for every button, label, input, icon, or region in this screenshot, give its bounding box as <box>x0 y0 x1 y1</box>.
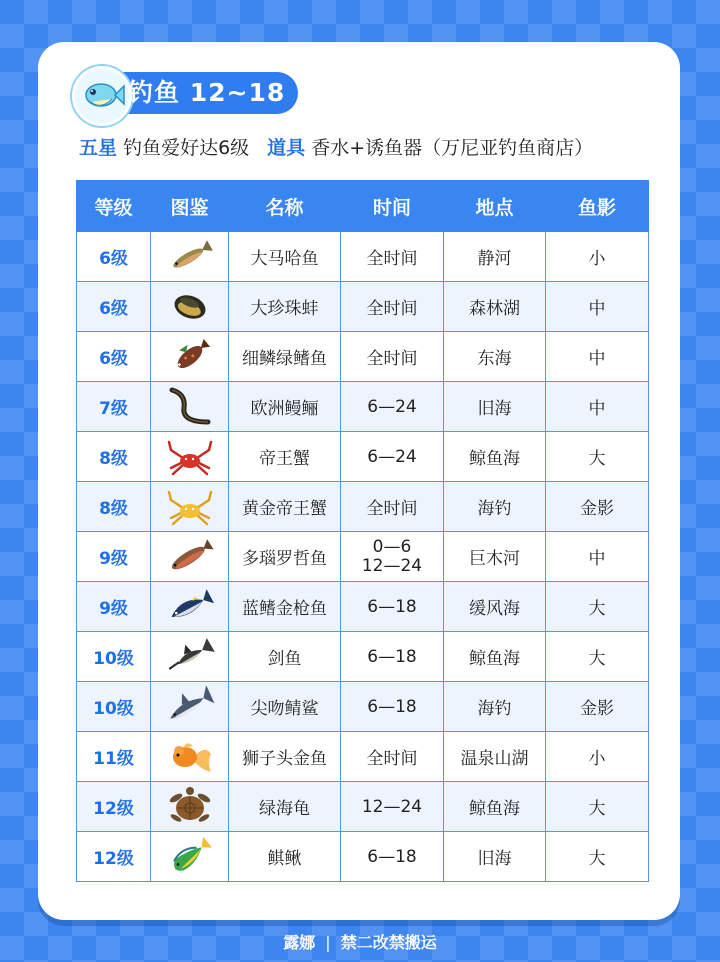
shadow-cell: 大 <box>546 432 649 482</box>
fish-table <box>76 180 649 882</box>
table-header-row <box>77 181 649 232</box>
name-cell: 大马哈鱼 <box>229 232 341 282</box>
sea-turtle-icon <box>151 782 229 832</box>
name-cell: 绿海龟 <box>229 782 341 832</box>
header-time: 时间 <box>341 181 444 232</box>
table-row <box>77 432 649 482</box>
name-cell: 狮子头金鱼 <box>229 732 341 782</box>
table-row <box>77 482 649 532</box>
goldfish-icon <box>151 732 229 782</box>
tuna-icon <box>151 582 229 632</box>
level-cell: 9级 <box>77 582 151 632</box>
header-level: 等级 <box>77 181 151 232</box>
salmon-icon <box>151 532 229 582</box>
header-shadow: 鱼影 <box>546 181 649 232</box>
level-cell: 8级 <box>77 482 151 532</box>
red-crab-icon <box>151 432 229 482</box>
header-name: 名称 <box>229 181 341 232</box>
place-cell: 旧海 <box>444 382 546 432</box>
item-requirement: 香水+诱鱼器（万尼亚钓鱼商店） <box>311 137 594 159</box>
table-row <box>77 232 649 282</box>
place-cell: 缓风海 <box>444 582 546 632</box>
time-cell: 全时间 <box>341 482 444 532</box>
name-cell: 大珍珠蚌 <box>229 282 341 332</box>
level-cell: 9级 <box>77 532 151 582</box>
swordfish-icon <box>151 632 229 682</box>
greenling-icon <box>151 332 229 382</box>
table-row <box>77 382 649 432</box>
fish-badge-icon <box>72 66 132 126</box>
level-cell: 11级 <box>77 732 151 782</box>
table-row <box>77 732 649 782</box>
place-cell: 鲸鱼海 <box>444 782 546 832</box>
eel-icon <box>151 382 229 432</box>
level-cell: 10级 <box>77 632 151 682</box>
shadow-cell: 小 <box>546 232 649 282</box>
time-cell: 全时间 <box>341 732 444 782</box>
level-cell: 8级 <box>77 432 151 482</box>
shadow-cell: 小 <box>546 732 649 782</box>
table-row <box>77 532 649 582</box>
place-cell: 森林湖 <box>444 282 546 332</box>
place-cell: 温泉山湖 <box>444 732 546 782</box>
time-cell: 全时间 <box>341 332 444 382</box>
header-place: 地点 <box>444 181 546 232</box>
shadow-cell: 中 <box>546 382 649 432</box>
header-icon: 图鉴 <box>151 181 229 232</box>
time-cell <box>341 532 444 582</box>
shadow-cell: 金影 <box>546 682 649 732</box>
table-row <box>77 832 649 882</box>
name-cell: 鲯鳅 <box>229 832 341 882</box>
star-label: 五星 <box>79 137 118 159</box>
time-cell: 6—18 <box>341 682 444 732</box>
trout-icon <box>151 232 229 282</box>
name-cell: 多瑙罗哲鱼 <box>229 532 341 582</box>
table-row <box>77 332 649 382</box>
table-row <box>77 582 649 632</box>
place-cell: 海钓 <box>444 682 546 732</box>
name-cell: 帝王蟹 <box>229 432 341 482</box>
pearl-mussel-icon <box>151 282 229 332</box>
place-cell: 旧海 <box>444 832 546 882</box>
table-row <box>77 682 649 732</box>
place-cell: 东海 <box>444 332 546 382</box>
level-cell: 10级 <box>77 682 151 732</box>
time-range-1: 0—6 <box>372 536 412 557</box>
table-row <box>77 782 649 832</box>
time-cell: 6—18 <box>341 632 444 682</box>
place-cell: 鲸鱼海 <box>444 632 546 682</box>
time-cell: 全时间 <box>341 282 444 332</box>
level-cell: 6级 <box>77 332 151 382</box>
shadow-cell: 中 <box>546 282 649 332</box>
table-row <box>77 282 649 332</box>
time-cell: 全时间 <box>341 232 444 282</box>
requirements-line <box>79 132 593 164</box>
name-cell: 尖吻鲭鲨 <box>229 682 341 732</box>
footer-separator: | <box>325 933 331 952</box>
shadow-cell: 中 <box>546 332 649 382</box>
level-cell: 6级 <box>77 282 151 332</box>
page-title: 钓鱼 12~18 <box>128 78 286 107</box>
name-cell: 细鳞绿鳍鱼 <box>229 332 341 382</box>
shadow-cell: 大 <box>546 632 649 682</box>
table-row <box>77 632 649 682</box>
time-cell: 6—18 <box>341 582 444 632</box>
place-cell: 海钓 <box>444 482 546 532</box>
time-cell: 6—24 <box>341 382 444 432</box>
author-name: 露娜 <box>283 933 316 952</box>
time-cell: 6—18 <box>341 832 444 882</box>
shadow-cell: 中 <box>546 532 649 582</box>
name-cell: 剑鱼 <box>229 632 341 682</box>
place-cell: 鲸鱼海 <box>444 432 546 482</box>
copyright-notice: 禁二改禁搬运 <box>340 933 437 952</box>
shadow-cell: 大 <box>546 782 649 832</box>
place-cell: 静河 <box>444 232 546 282</box>
name-cell: 欧洲鳗鲡 <box>229 382 341 432</box>
time-range-2: 12—24 <box>361 555 423 576</box>
time-cell: 6—24 <box>341 432 444 482</box>
mahi-mahi-icon <box>151 832 229 882</box>
item-label: 道具 <box>267 137 306 159</box>
gold-crab-icon <box>151 482 229 532</box>
footer-credit <box>0 930 720 953</box>
place-cell: 巨木河 <box>444 532 546 582</box>
level-cell: 7级 <box>77 382 151 432</box>
time-cell: 12—24 <box>341 782 444 832</box>
level-cell: 12级 <box>77 832 151 882</box>
level-cell: 6级 <box>77 232 151 282</box>
shadow-cell: 大 <box>546 582 649 632</box>
name-cell: 蓝鳍金枪鱼 <box>229 582 341 632</box>
shadow-cell: 大 <box>546 832 649 882</box>
star-requirement: 钓鱼爱好达6级 <box>123 137 250 159</box>
name-cell: 黄金帝王蟹 <box>229 482 341 532</box>
mako-shark-icon <box>151 682 229 732</box>
shadow-cell: 金影 <box>546 482 649 532</box>
level-cell: 12级 <box>77 782 151 832</box>
